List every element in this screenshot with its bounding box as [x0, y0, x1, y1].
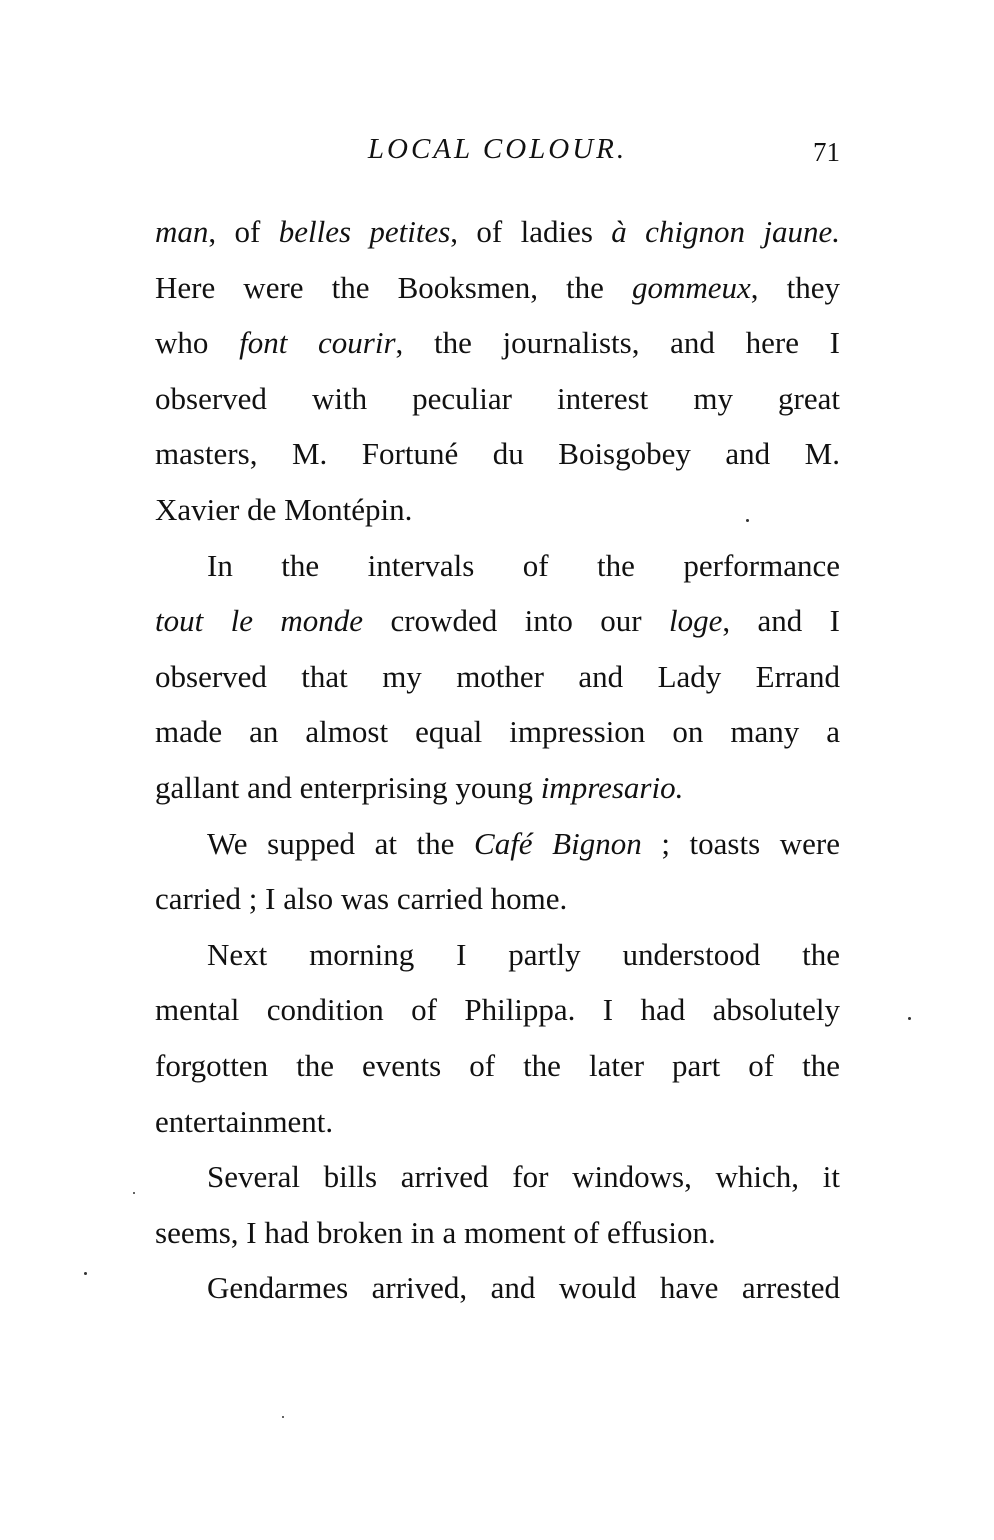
paragraph-first-line: Gendarmes arrived, and would have arrested — [207, 1270, 840, 1306]
paragraph-first-line: We supped at the Café Bignon ; toasts were — [207, 825, 840, 861]
text-line: tout le monde crowded into our loge, and I — [155, 603, 840, 639]
italic-phrase: loge — [668, 603, 723, 639]
text-line: carried ; I also was carried home. — [155, 881, 568, 917]
text-line: entertainment. — [155, 1103, 334, 1139]
text-line: masters, M. Fortuné du Boisgobey and M. — [155, 436, 840, 472]
text-line: man, of belles petites, of ladies à chignon jaune. — [155, 214, 841, 249]
text-line: mental condition of Philippa. I had absolutely — [155, 992, 840, 1028]
paragraph-first-line: Next morning I partly understood the — [207, 936, 840, 972]
italic-phrase: man — [155, 214, 209, 249]
text-line: forgotten the events of the later part of the — [155, 1047, 840, 1083]
scan-speck — [84, 1272, 87, 1275]
paragraph-first-line: Several bills arrived for windows, which, it — [207, 1159, 840, 1195]
italic-phrase: à chignon jaune. — [611, 214, 841, 249]
italic-phrase: impresario. — [540, 769, 684, 805]
paragraph-first-line: In the intervals of the performance — [207, 547, 840, 583]
text-line: made an almost equal impression on many a — [155, 714, 840, 750]
italic-phrase: Café Bignon — [474, 825, 642, 861]
scan-speck — [746, 519, 749, 522]
text-line: Xavier de Montépin. — [155, 491, 413, 527]
running-head — [155, 133, 840, 173]
italic-phrase: font courir — [239, 325, 396, 361]
italic-phrase: belles petites — [278, 214, 451, 249]
italic-phrase: tout le monde — [155, 603, 364, 639]
italic-phrase: gommeux — [631, 269, 751, 305]
text-line: gallant and enterprising young impresario. — [155, 769, 684, 805]
scan-speck — [282, 1416, 284, 1418]
running-title: LOCAL COLOUR. — [367, 133, 628, 165]
text-line: who font courir, the journalists, and here I — [155, 325, 840, 361]
text-line: seems, I had broken in a moment of effusion. — [155, 1214, 716, 1250]
text-line: observed that my mother and Lady Errand — [155, 658, 840, 694]
scan-speck — [908, 1017, 911, 1020]
scan-speck — [133, 1192, 135, 1194]
text-line: Here were the Booksmen, the gommeux, they — [155, 269, 840, 305]
body-text — [155, 204, 840, 1316]
page-number: 71 — [813, 137, 840, 167]
text-line: observed with peculiar interest my great — [155, 380, 840, 416]
